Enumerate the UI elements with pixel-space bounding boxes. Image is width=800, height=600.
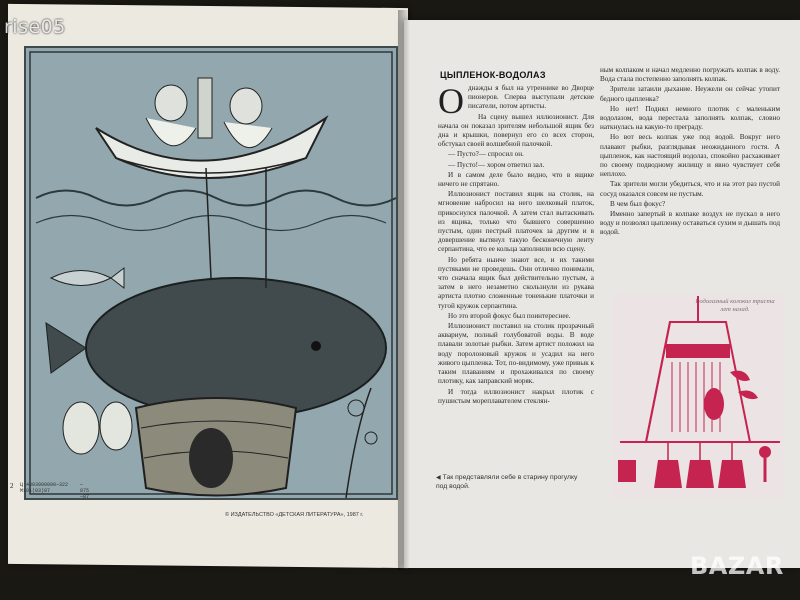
- paragraph: Иллюзионист поставил на столик прозрачный аквариум, полный голубоватой воды. В воде плавали золотые рыбки. Затем артист положил на воду поролоновый кружок и усадил на него живого цыпленка. Тот, по-видимому, уже привык к таким плаваниям и прохаживался по своему плотику, как заправский моряк.: [438, 322, 595, 386]
- imprint-line: М101(03)87: [20, 488, 51, 494]
- triangle-left-icon: ◀: [436, 475, 441, 481]
- paragraph: Зрители затаили дыхание. Неужели он сейчас утопит бедного цыпленка?: [600, 85, 780, 103]
- paragraph: Иллюзионист поставил ящик на столик, на мгновение набросил на него шелковый платок, прикоснулся палочкой. А затем стал вытаскивать из ящика, только что бывшего совершенно пустым, один пестрый платочек за другим и в довершение вытянул такую бесконечную ленту серпантина, что ее кольца заполнили всю сцену.: [438, 190, 594, 254]
- paragraph: И тогда иллюзионист накрыл плотик с пушистым мореплавателем стеклян-: [438, 387, 594, 405]
- diving-bell-illustration: [610, 292, 786, 500]
- paragraph: Но нет! Поднял немного плотик с маленьким водолазом, вода перестала заполнять колпак, словно наткнулась на какую-то преграду.: [600, 104, 780, 132]
- imprint-line: —875—87: [80, 482, 90, 500]
- paragraph: Но ребята нынче знают все, и их такими пустяками не проведешь. Они отлично понимали, что сначала ящик был действительно пустым, а затем в него незаметно скользнули из рукава артиста плотно сложенные тоненькие платочки и тугой кружок серпантина.: [438, 255, 594, 310]
- left-page-number: 2: [10, 482, 14, 490]
- engraving-image: [26, 48, 396, 498]
- chapter-title: ЦЫПЛЕНОК-ВОДОЛАЗ: [440, 70, 546, 80]
- copyright-line: © ИЗДАТЕЛЬСТВО «ДЕТСКАЯ ЛИТЕРАТУРА», 1987 г.: [225, 512, 364, 518]
- imprint-block: [20, 482, 90, 500]
- text-column-1: [438, 81, 595, 407]
- paragraph: На сцену вышел иллюзионист. Для начала он показал зрителям небольшой ящик без дна и крышки, повернул его со всех сторон, обстукал своей волшебной палочкой.: [438, 112, 594, 149]
- underwater-walk-caption: [436, 474, 586, 491]
- text-column-2: [600, 66, 780, 239]
- paragraph: Именно запертый в колпаке воздух не пускал в него воду и позволял цыпленку оставаться сухим и дышать под водой.: [600, 210, 780, 237]
- paragraph: В чем был фокус?: [610, 199, 666, 208]
- imprint-line: Ц 4803000000—322: [20, 482, 69, 488]
- bell-caption: Водолазный колокол триста лет назад.: [695, 298, 775, 313]
- paragraph: Но это второй фокус был поинтереснее.: [448, 311, 571, 320]
- paragraph: Так зрители могли убедиться, что и на этот раз пустой сосуд оказался совсем не пустым.: [600, 180, 780, 198]
- underwater-illustration: [24, 46, 398, 500]
- paragraph: И в самом деле было видно, что в ящике ничего не спрятано.: [438, 170, 594, 189]
- paragraph: — Пусто!— хором ответил зал.: [448, 160, 545, 169]
- paragraph: Но вот весь колпак уже под водой. Вокруг него плавают рыбки, разглядывая неожиданного гостя. А цыпленок, как настоящий водолаз, спокойно расхаживает по своему подводному жилищу и явно чувствует себя неплохо.: [600, 133, 780, 179]
- caption-text: Так представляли себе в старину прогулку под водой.: [436, 474, 578, 490]
- drop-cap-letter: О: [438, 81, 464, 121]
- watermark-text: rise05: [4, 16, 66, 38]
- paragraph-text: днажды я был на утреннике во Дворце пионеров. Сперва выступали детские писатели, потом артисты.: [468, 84, 594, 111]
- book-gutter: [398, 10, 410, 570]
- paragraph: ным колпаком и начал медленно погружать колпак в воду. Вода стала постепенно заполнять колпак.: [600, 66, 780, 84]
- watermark-logo: BAZAR: [690, 552, 784, 580]
- opening-paragraph: [438, 81, 594, 121]
- paragraph: — Пусто?— спросил он.: [448, 150, 524, 159]
